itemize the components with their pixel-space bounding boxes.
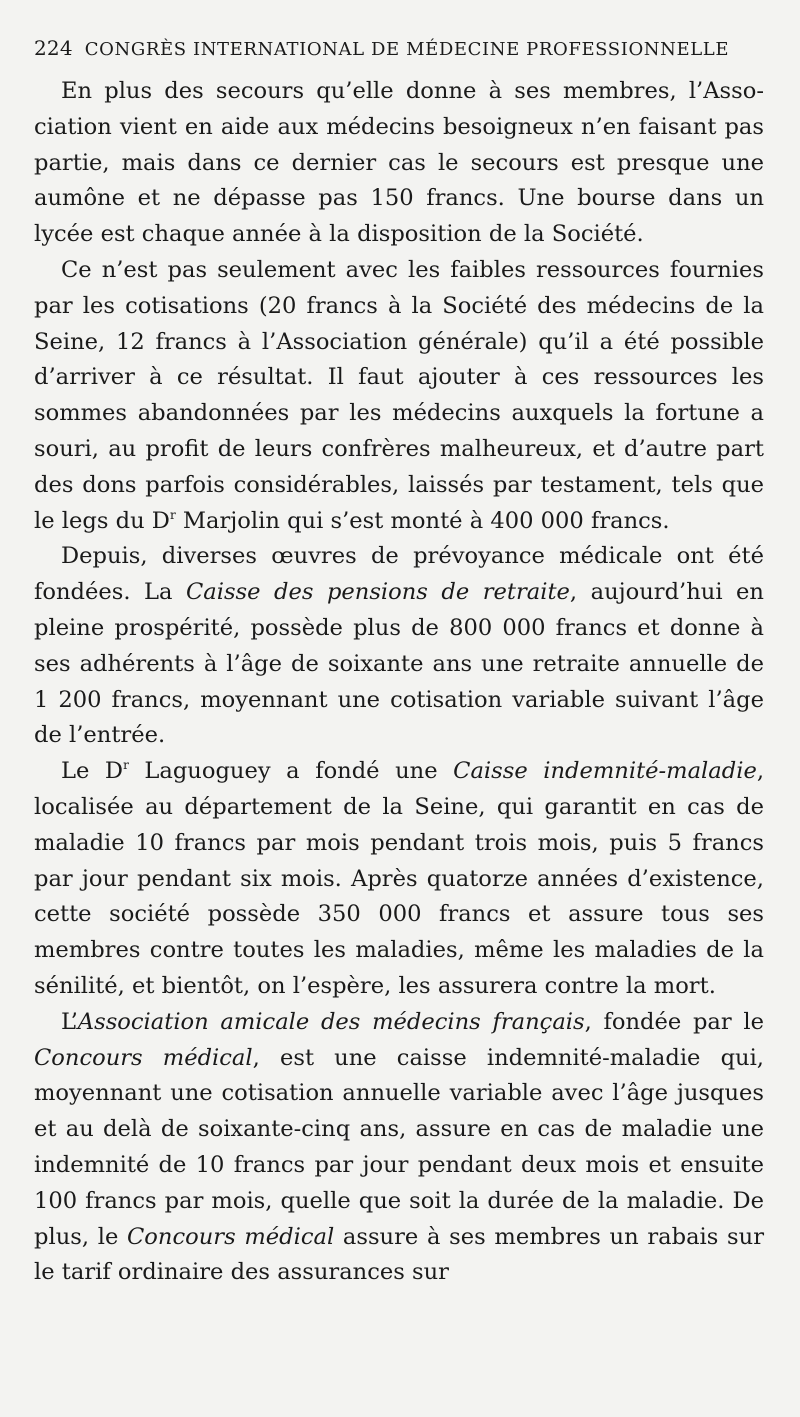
italic-title: Caisse des pensions de retraite xyxy=(185,579,570,606)
text-run: assure à ses membres un rabais sur le tarif ordinaire des assurances sur xyxy=(34,1223,764,1286)
text-run: Marjolin qui s’est monté à 400 000 francs. xyxy=(175,507,670,534)
page-number: 224 xyxy=(34,36,73,60)
italic-title: Association amicale des médecins français xyxy=(77,1008,585,1035)
paragraph xyxy=(34,754,764,1005)
superscript: r xyxy=(123,758,129,773)
italic-title: Concours médical xyxy=(127,1223,335,1250)
text-run: Laguoguey a fondé une xyxy=(128,758,454,785)
text-run: Ce n’est pas seulement avec les faibles ressources fournies par les cotisations (20 francs à la Société des médecins de la Seine, 12 francs à l’Association générale) qu’il a été possible d’arriver à ce résultat. Il faut ajouter à ces ressources les sommes abandonnées par les médecins auxquels la fortune a souri, au profit de leurs confrères malheureux, et d’autre part des dons parfois considérables, laissés par testament, tels que le legs du D xyxy=(34,256,764,534)
text-run: , aujourd’hui en pleine prospérité, possède plus de 800 000 francs et donne à ses adhérents à l’âge de soixante ans une retraite annuelle de 1 200 francs, moyennant une cotisation variable suivant l’âge de l’entrée. xyxy=(34,579,764,749)
text-run: Depuis, diverses œuvres de prévoyance médicale ont été fondées. La xyxy=(34,543,764,606)
running-head xyxy=(34,36,764,60)
text-run: En plus des secours qu’elle donne à ses membres, l’Association vient en aide aux médecins besoigneux n’en faisant pas partie, mais dans ce dernier cas le secours est presque une aumône et ne dépasse pas 150 francs. Une bourse dans un lycée est chaque année à la disposition de la Société. xyxy=(34,78,764,248)
text-run: , fondée par le xyxy=(584,1008,765,1035)
text-run: , localisée au département de la Seine, qui garantit en cas de maladie 10 francs par mois pendant trois mois, puis 5 francs par jour pendant six mois. Après quatorze années d’existence, cette société possède 350 000 francs et assure tous ses membres contre toutes les maladies, même les maladies de la sénilité, et bientôt, on l’espère, les assurera contre la mort. xyxy=(34,758,764,999)
text-run: Le D xyxy=(61,758,124,785)
paragraph xyxy=(34,74,764,253)
paragraph xyxy=(34,1005,764,1291)
italic-title: Concours médical xyxy=(34,1044,253,1071)
body-text xyxy=(34,74,764,1291)
paragraph xyxy=(34,539,764,754)
running-title: CONGRÈS INTERNATIONAL DE MÉDECINE PROFESSIONNELLE xyxy=(84,39,730,60)
italic-title: Caisse indemnité-maladie xyxy=(453,758,757,785)
paragraph xyxy=(34,253,764,539)
text-run: L’ xyxy=(61,1008,78,1035)
text-run: , est une caisse indemnité-maladie qui, moyennant une cotisation annuelle variable avec l’âge jusques et au delà de soixante-cinq ans, assure en cas de maladie une indemnité de 10 francs par jour pendant deux mois et ensuite 100 francs par mois, quelle que soit la durée de la maladie. De plus, le xyxy=(34,1044,764,1250)
superscript: r xyxy=(169,507,176,522)
